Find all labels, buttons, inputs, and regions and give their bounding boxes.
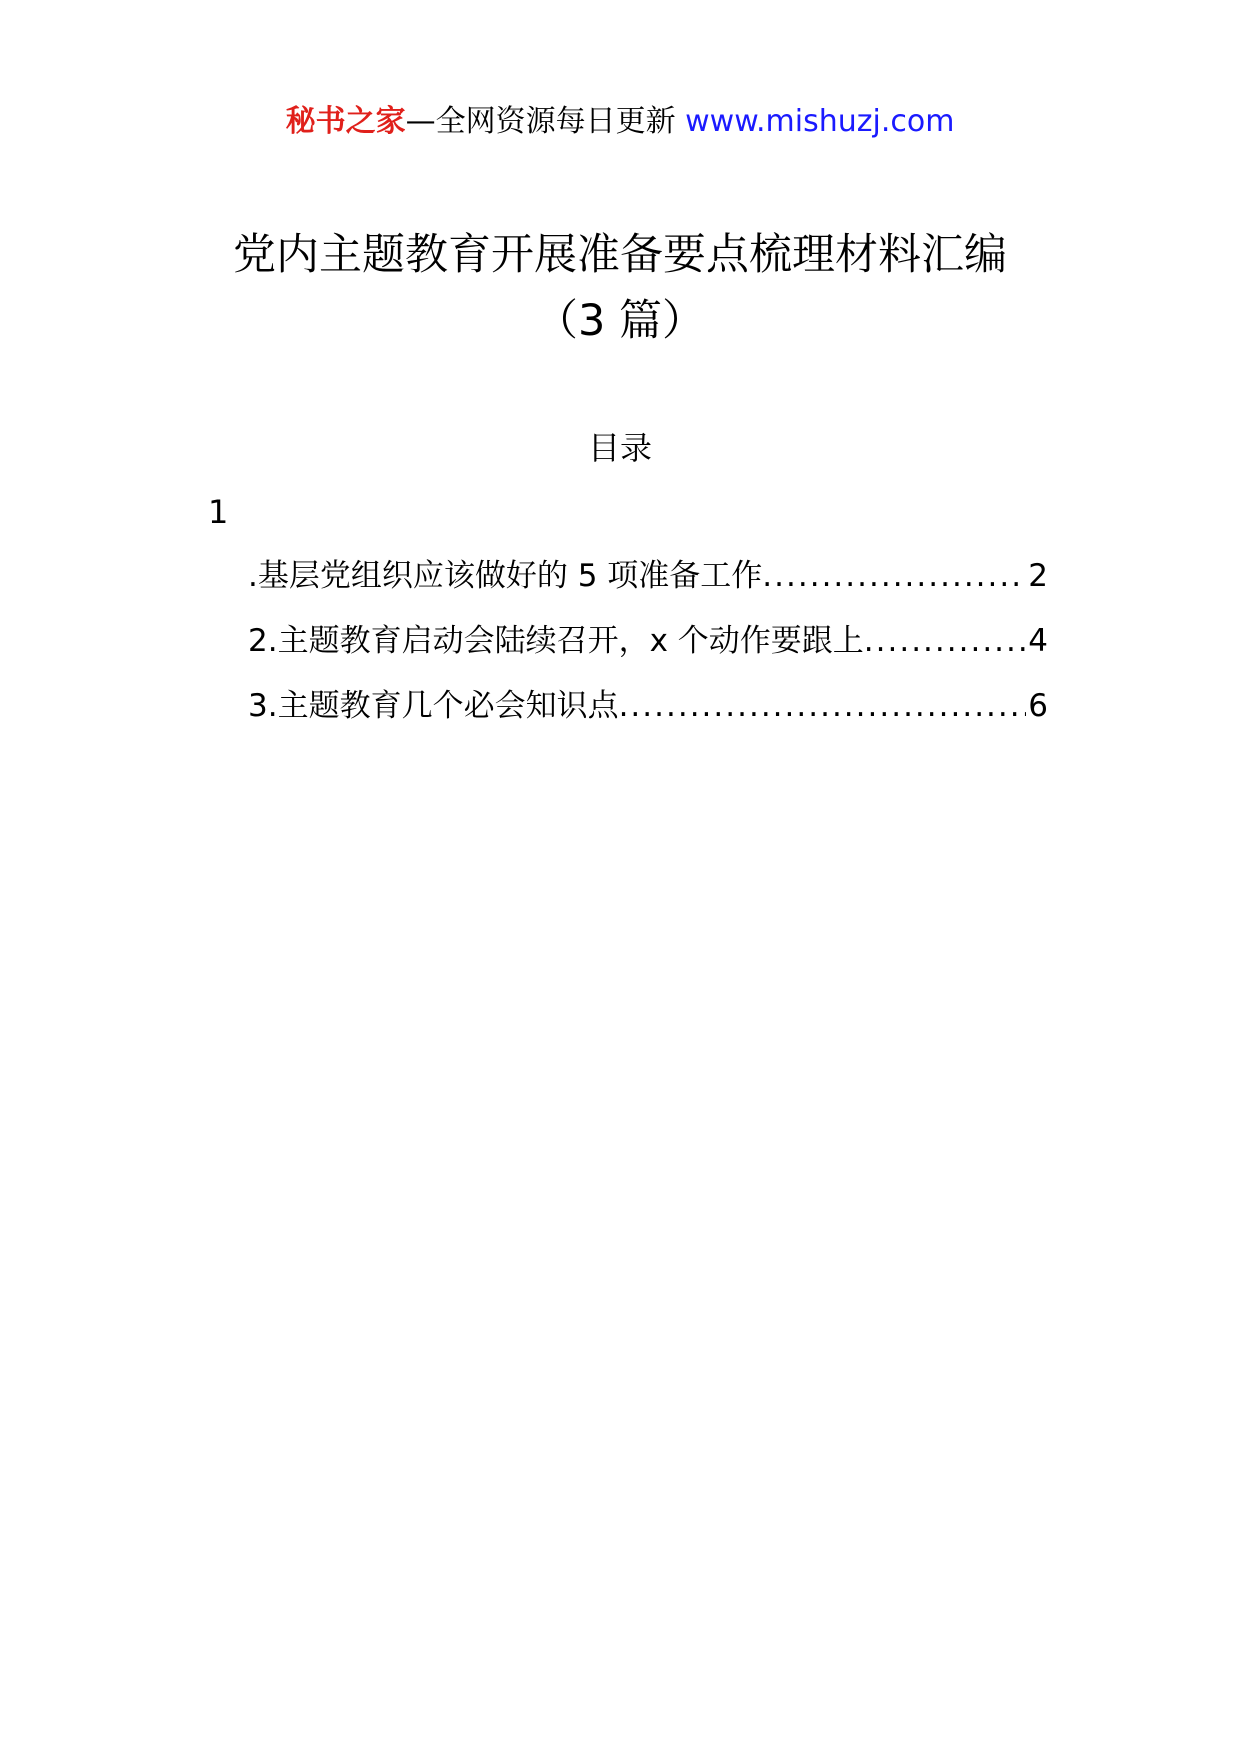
toc-item-page: 6 — [1028, 688, 1048, 724]
toc-item-3[interactable] — [248, 682, 1048, 747]
table-of-contents — [248, 552, 1048, 747]
toc-item-label: 2.主题教育启动会陆续召开，x 个动作要跟上 — [248, 623, 864, 659]
toc-heading: 目录 — [587, 429, 652, 467]
toc-stray-number: 1 — [208, 493, 229, 531]
document-title — [0, 222, 1240, 354]
toc-dot-leader — [762, 552, 1026, 600]
toc-item-page: 4 — [1028, 623, 1048, 659]
site-slogan: —全网资源每日更新 — [405, 104, 686, 139]
title-line-1: 党内主题教育开展准备要点梳理材料汇编 — [233, 230, 1007, 280]
brand-name: 秘书之家 — [285, 104, 406, 139]
site-url-link[interactable]: www.mishuzj.com — [685, 104, 955, 139]
toc-item-2[interactable] — [248, 617, 1048, 682]
toc-item-page: 2 — [1028, 558, 1048, 594]
site-header — [0, 100, 1240, 144]
toc-dot-leader — [619, 682, 1027, 730]
toc-item-1[interactable] — [248, 552, 1048, 617]
toc-item-label: 3.主题教育几个必会知识点 — [248, 688, 619, 724]
title-line-2: （3 篇） — [534, 296, 706, 346]
toc-item-label: .基层党组织应该做好的 5 项准备工作 — [248, 558, 763, 594]
toc-dot-leader — [864, 617, 1026, 665]
